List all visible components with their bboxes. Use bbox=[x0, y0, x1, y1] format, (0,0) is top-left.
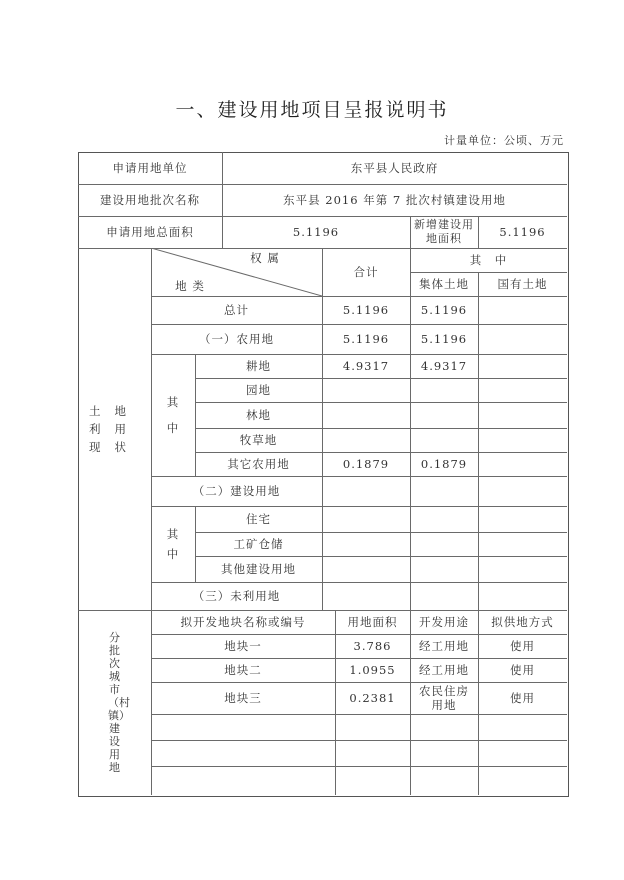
row-collective-value bbox=[410, 506, 478, 532]
row-state-value bbox=[478, 532, 567, 556]
parcel-name: 地块二 bbox=[224, 663, 262, 677]
row-state-value bbox=[478, 296, 567, 324]
col-total-header: 合计 bbox=[353, 265, 379, 279]
row-total-value: 0.1879 bbox=[342, 457, 390, 471]
row-total-value: 5.1196 bbox=[342, 332, 390, 346]
row-total-value bbox=[322, 532, 410, 556]
row-state-value bbox=[478, 402, 567, 428]
row-state-value bbox=[478, 506, 567, 532]
row-state-value bbox=[478, 378, 567, 402]
row-collective-value bbox=[410, 556, 478, 582]
row-total-value bbox=[322, 428, 410, 452]
row-state-value bbox=[478, 452, 567, 476]
row-total-value bbox=[322, 582, 410, 610]
row-collective-value: 5.1196 bbox=[420, 303, 468, 317]
row-collective-value bbox=[410, 402, 478, 428]
new-area-label: 新增建设用地面积 bbox=[414, 218, 474, 245]
row-state-value bbox=[478, 354, 567, 378]
row-state-value bbox=[478, 324, 567, 354]
col-parcel-name-header: 拟开发地块名称或编号 bbox=[180, 615, 306, 629]
row-label-industrial: 工矿仓储 bbox=[233, 537, 284, 551]
row-collective-value bbox=[410, 428, 478, 452]
col-parcel-area-header: 用地面积 bbox=[347, 615, 398, 629]
agri-of-which-label: 其中 bbox=[166, 395, 180, 435]
col-collective-header: 集体土地 bbox=[419, 277, 469, 291]
diag-top-label: 权 属 bbox=[250, 251, 280, 265]
col-of-which-header: 其 中 bbox=[469, 253, 508, 267]
total-area-label: 申请用地总面积 bbox=[106, 225, 194, 239]
parcel-name: 地块三 bbox=[224, 691, 262, 705]
row-label-total: 总计 bbox=[224, 303, 249, 317]
row-state-value bbox=[478, 476, 567, 506]
row-label-unused: （三）未利用地 bbox=[192, 589, 281, 603]
row-total-value bbox=[322, 556, 410, 582]
row-label-other-construction: 其他建设用地 bbox=[221, 562, 296, 576]
row-label-construction: （二）建设用地 bbox=[192, 484, 281, 498]
rule bbox=[151, 714, 567, 715]
row-collective-value bbox=[410, 582, 478, 610]
parcels-section-label: 分批次城市（村镇）建设用地 bbox=[108, 631, 130, 774]
row-label-agricultural: （一）农用地 bbox=[199, 332, 274, 346]
parcel-area: 3.786 bbox=[353, 639, 392, 653]
col-parcel-use-header: 开发用途 bbox=[419, 615, 469, 629]
row-label-cultivated: 耕地 bbox=[246, 359, 271, 373]
applicant-value: 东平县人民政府 bbox=[350, 161, 439, 175]
row-state-value bbox=[478, 582, 567, 610]
parcel-name: 地块一 bbox=[224, 639, 262, 653]
unit-note: 计量单位：公顷、万元 bbox=[444, 134, 564, 147]
batch-value: 东平县 2016 年第 7 批次村镇建设用地 bbox=[283, 193, 506, 207]
parcel-area: 0.2381 bbox=[349, 691, 396, 705]
row-total-value bbox=[322, 506, 410, 532]
row-total-value bbox=[322, 476, 410, 506]
row-state-value bbox=[478, 556, 567, 582]
diag-bottom-label: 地 类 bbox=[175, 279, 205, 293]
new-area-value: 5.1196 bbox=[499, 225, 546, 239]
col-parcel-supply-header: 拟供地方式 bbox=[491, 615, 554, 629]
row-total-value bbox=[322, 402, 410, 428]
row-collective-value: 4.9317 bbox=[420, 359, 468, 373]
row-collective-value: 0.1879 bbox=[420, 457, 468, 471]
total-area-value: 5.1196 bbox=[292, 225, 340, 239]
row-label-residential: 住宅 bbox=[246, 512, 271, 526]
land-use-section-label: 土地利用现状 bbox=[89, 404, 140, 454]
row-total-value bbox=[322, 378, 410, 402]
rule bbox=[151, 766, 567, 767]
row-collective-value bbox=[410, 378, 478, 402]
col-state-header: 国有土地 bbox=[497, 277, 548, 291]
document-title: 一、建设用地项目呈报说明书 bbox=[175, 99, 449, 121]
row-label-other-agricultural: 其它农用地 bbox=[227, 457, 290, 471]
row-label-garden: 园地 bbox=[246, 383, 271, 397]
row-collective-value: 5.1196 bbox=[420, 332, 468, 346]
row-total-value: 4.9317 bbox=[342, 359, 390, 373]
parcel-supply: 使用 bbox=[510, 663, 535, 677]
row-label-pasture: 牧草地 bbox=[239, 433, 278, 447]
parcel-use: 经工用地 bbox=[419, 663, 469, 677]
row-label-forest: 林地 bbox=[246, 408, 271, 422]
row-collective-value bbox=[410, 532, 478, 556]
parcel-use: 经工用地 bbox=[419, 639, 469, 653]
row-state-value bbox=[478, 428, 567, 452]
parcel-use: 农民住房用地 bbox=[419, 684, 469, 712]
row-collective-value bbox=[410, 476, 478, 506]
applicant-label: 申请用地单位 bbox=[112, 161, 188, 175]
construction-of-which-label: 其中 bbox=[166, 527, 180, 561]
batch-label: 建设用地批次名称 bbox=[100, 193, 200, 207]
parcel-supply: 使用 bbox=[510, 639, 535, 653]
parcel-area: 1.0955 bbox=[349, 663, 396, 677]
row-total-value: 5.1196 bbox=[342, 303, 390, 317]
rule bbox=[151, 740, 567, 741]
parcel-supply: 使用 bbox=[510, 691, 535, 705]
